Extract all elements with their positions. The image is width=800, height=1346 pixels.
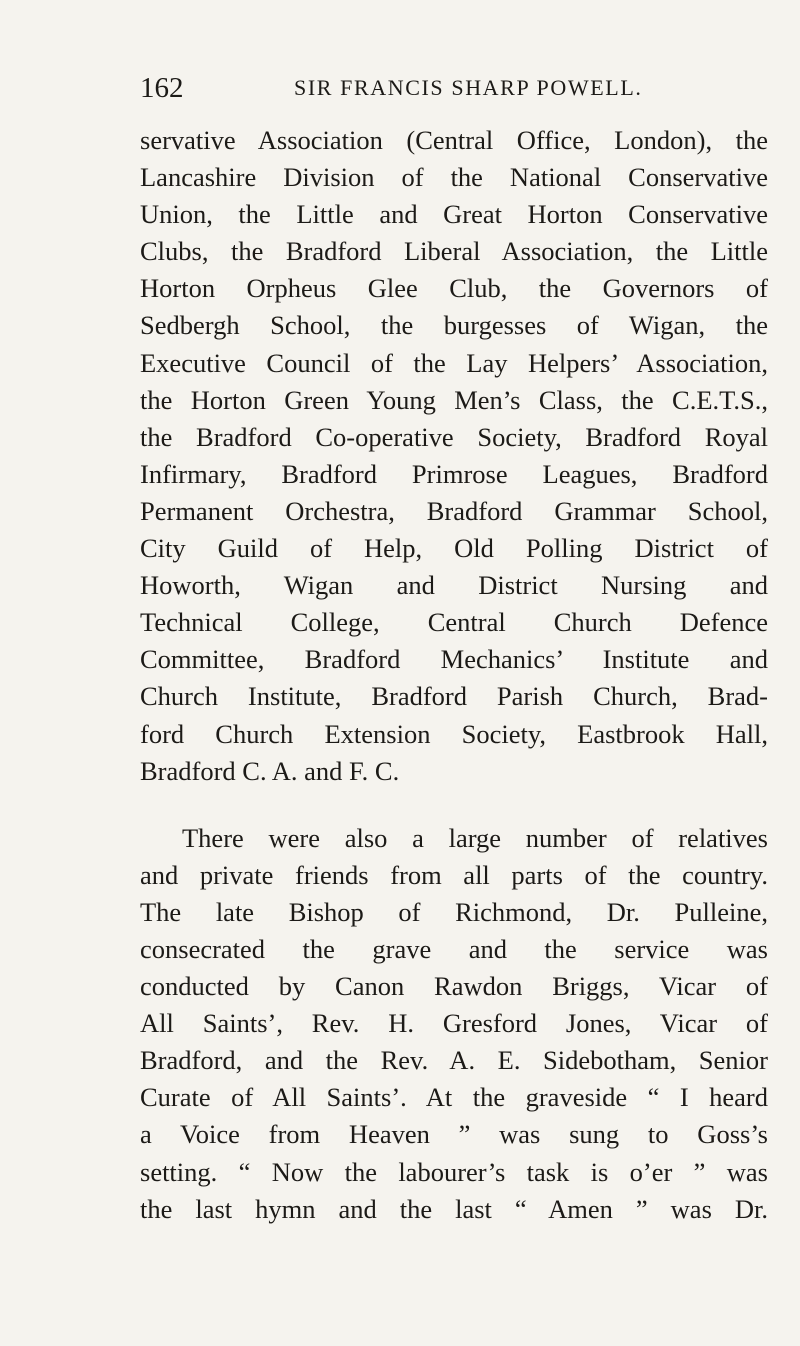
text-line: Technical College, Central Church Defence <box>140 607 768 638</box>
text-line: Union, the Little and Great Horton Conservative <box>140 199 768 230</box>
text-line: setting. “ Now the labourer’s task is o’er ” was <box>140 1156 768 1187</box>
paragraph-2 <box>140 820 768 1228</box>
text-line: Church Institute, Bradford Parish Church, Brad- <box>140 681 768 712</box>
text-line: Lancashire Division of the National Conservative <box>140 162 768 193</box>
text-line: Executive Council of the Lay Helpers’ Association, <box>140 347 768 378</box>
text-line: Bradford, and the Rev. A. E. Sidebotham, Senior <box>140 1045 768 1076</box>
text-line: the last hymn and the last “ Amen ” was Dr. <box>140 1193 768 1224</box>
text-line: Howorth, Wigan and District Nursing and <box>140 570 768 601</box>
running-head <box>140 68 740 108</box>
text-line: servative Association (Central Office, London), the <box>140 125 768 155</box>
text-line: conducted by Canon Rawdon Briggs, Vicar of <box>140 971 768 1002</box>
text-line: All Saints’, Rev. H. Gresford Jones, Vicar of <box>140 1008 768 1039</box>
text-line: The late Bishop of Richmond, Dr. Pulleine, <box>140 896 768 927</box>
text-line: the Bradford Co-operative Society, Bradford Royal <box>140 421 768 452</box>
body-text <box>140 122 768 1228</box>
text-line: There were also a large number of relatives <box>182 822 768 853</box>
text-line: Curate of All Saints’. At the graveside “ I heard <box>140 1082 768 1113</box>
text-line: Sedbergh School, the burgesses of Wigan, the <box>140 310 768 341</box>
text-line: Infirmary, Bradford Primrose Leagues, Bradford <box>140 458 768 489</box>
text-line: and private friends from all parts of the country. <box>140 859 768 890</box>
text-line: a Voice from Heaven ” was sung to Goss’s <box>140 1119 768 1150</box>
text-line: City Guild of Help, Old Polling District of <box>140 533 768 564</box>
text-line: ford Church Extension Society, Eastbrook Hall, <box>140 718 768 749</box>
paragraph-1 <box>140 122 768 790</box>
text-line: Bradford C. A. and F. C. <box>140 755 400 786</box>
running-title: SIR FRANCIS SHARP POWELL. <box>294 75 643 100</box>
paragraph-spacer <box>140 790 768 820</box>
text-line: the Horton Green Young Men’s Class, the C.E.T.S., <box>140 384 768 415</box>
page-number: 162 <box>140 72 184 104</box>
text-line: Permanent Orchestra, Bradford Grammar School, <box>140 495 768 526</box>
text-line: consecrated the grave and the service was <box>140 933 768 964</box>
text-line: Committee, Bradford Mechanics’ Institute and <box>140 644 768 675</box>
text-line: Clubs, the Bradford Liberal Association, the Little <box>140 236 768 267</box>
text-line: Horton Orpheus Glee Club, the Governors of <box>140 273 768 304</box>
